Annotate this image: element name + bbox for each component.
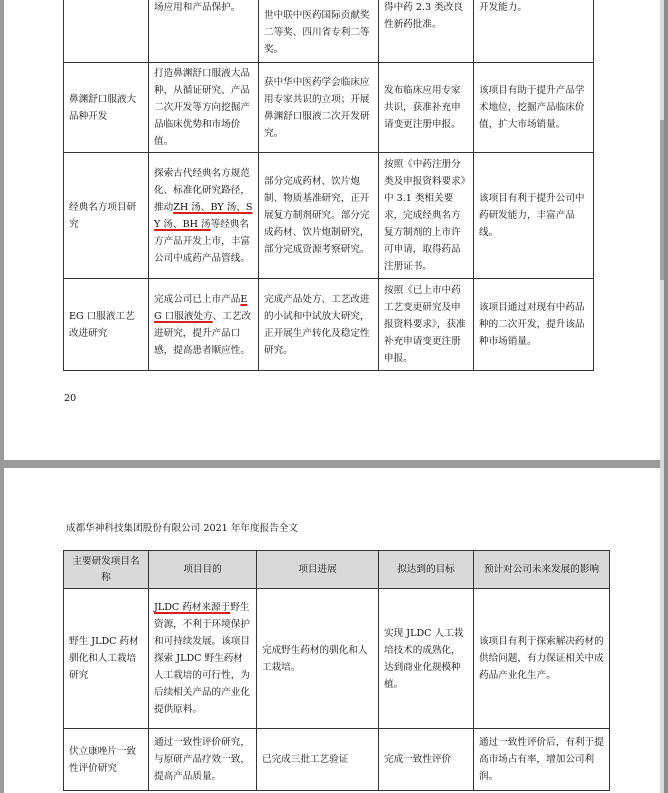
purpose-text: 等经典名方产品开发上市，丰富公司中成药产品管线。: [154, 218, 250, 264]
project-impact-cell: 开发能力。: [474, 0, 594, 63]
project-name-cell: [64, 0, 149, 63]
project-name-cell: 伏立康唑片一致性评价研究: [64, 729, 149, 791]
project-goal-cell: 按照《已上市中药工艺变更研究及申报资料要求》，获准补充申请变更注册申报。: [379, 279, 474, 371]
project-progress-cell: 完成产品处方、工艺改进的小试和中试放大研究，正开展生产转化及稳定性研究。: [259, 279, 379, 371]
page-number: 20: [64, 393, 77, 404]
table-row: [64, 589, 610, 729]
table-row: [64, 153, 594, 279]
project-impact-cell: 该项目有助于提升产品学术地位，挖掘产品临床价值，扩大市场销量。: [474, 63, 594, 153]
project-impact-cell: 该项目有利于提升公司中药研发能力，丰富产品线。: [474, 153, 594, 279]
rd-projects-table-page1: [63, 0, 594, 371]
project-purpose-cell: [149, 279, 259, 371]
table-header-row: [64, 551, 610, 589]
table-row: [64, 729, 610, 791]
project-progress-cell: 获中华中医药学会临床应用专家共识的立项；开展鼻渊舒口服液二次开发研究。: [259, 63, 379, 153]
rd-projects-table-page2: [63, 550, 610, 791]
scrollbar-thumb[interactable]: [660, 120, 664, 280]
purpose-text: 完成公司已上市产品: [154, 293, 241, 305]
document-page-2: [4, 468, 660, 793]
underlined-formula-names: ZH 汤、BY 汤、SY 汤、BH 汤: [154, 201, 253, 230]
project-purpose-cell: 场应用和产品保护。: [149, 0, 259, 63]
column-header-progress: 项目进展: [257, 551, 379, 589]
project-name-cell: 鼻渊舒口服液大品种开发: [64, 63, 149, 153]
purpose-text: 探索古代经典名方规范化、标准化研究路径，推动: [154, 167, 250, 213]
project-progress-cell: 完成野生药材的驯化和人工栽培。: [257, 589, 379, 729]
table-row: [64, 63, 594, 153]
purpose-text: 、工艺改进研究，提升产品口感，提高患者顺应性。: [154, 310, 252, 356]
project-purpose-cell: 通过一致性评价研究，与原研产品疗效一致，提高产品质量。: [149, 729, 257, 791]
document-page-1: [4, 0, 660, 460]
project-name-cell: 野生 JLDC 药材驯化和人工栽培研究: [64, 589, 149, 729]
column-header-project-name: 主要研发项目名称: [64, 551, 149, 589]
column-header-impact: 预计对公司未来发展的影响: [474, 551, 610, 589]
project-name-cell: 经典名方项目研究: [64, 153, 149, 279]
table-row: [64, 279, 594, 371]
column-header-purpose: 项目目的: [149, 551, 257, 589]
project-purpose-cell: [149, 153, 259, 279]
vertical-scrollbar[interactable]: [660, 0, 664, 793]
underlined-herb-name: JLDC 药材来源于: [154, 602, 231, 613]
project-impact-cell: 通过一致性评价后，有利于提高市场占有率，增加公司利润。: [474, 729, 610, 791]
table-row: [64, 0, 594, 63]
project-purpose-cell: 打造鼻渊舒口服液大品种，从循证研究、产品二次开发等方向挖掘产品临床优势和市场价值。: [149, 63, 259, 153]
column-header-goal: 拟达到的目标: [379, 551, 474, 589]
project-goal-cell: 得中药 2.3 类改良性新药批准。: [379, 0, 474, 63]
project-progress-cell: 世中联中医药国际贡献奖二等奖、四川省专利二等奖。: [259, 0, 379, 63]
purpose-text: 野生资源，不利于环境保护和可持续发展。该项目探索 JLDC 野生药材人工栽培的可行性，为后续相关产品的产业化提供原料。: [154, 602, 250, 715]
project-name-cell: EG 口服液工艺改进研究: [64, 279, 149, 371]
project-progress-cell: 已完成三批工艺验证: [257, 729, 379, 791]
project-goal-cell: 按照《中药注册分类及申报资料要求》中 3.1 类相关要求，完成经典名方复方制剂的上市许可申请，取得药品注册证书。: [379, 153, 474, 279]
project-impact-cell: 该项目有利于探索解决药材的供给问题，有力保证相关中成药品产业化生产。: [474, 589, 610, 729]
underlined-product-name: EG 口服液处方: [154, 293, 248, 322]
report-header: 成都华神科技集团股份有限公司 2021 年年度报告全文: [66, 523, 298, 534]
project-impact-cell: 该项目通过对现有中药品种的二次开发，提升该品种市场销量。: [474, 279, 594, 371]
project-purpose-cell: [149, 589, 257, 729]
project-goal-cell: 完成一致性评价: [379, 729, 474, 791]
project-progress-cell: 部分完成药材、饮片炮制、物质基准研究，正开展复方制剂研究。部分完成药材、饮片炮制研究，部分完成资源考察研究。: [259, 153, 379, 279]
project-goal-cell: 发布临床应用专家共识，获准补充申请变更注册申报。: [379, 63, 474, 153]
project-goal-cell: 实现 JLDC 人工栽培技术的成熟化，达到商业化规模种植。: [379, 589, 474, 729]
